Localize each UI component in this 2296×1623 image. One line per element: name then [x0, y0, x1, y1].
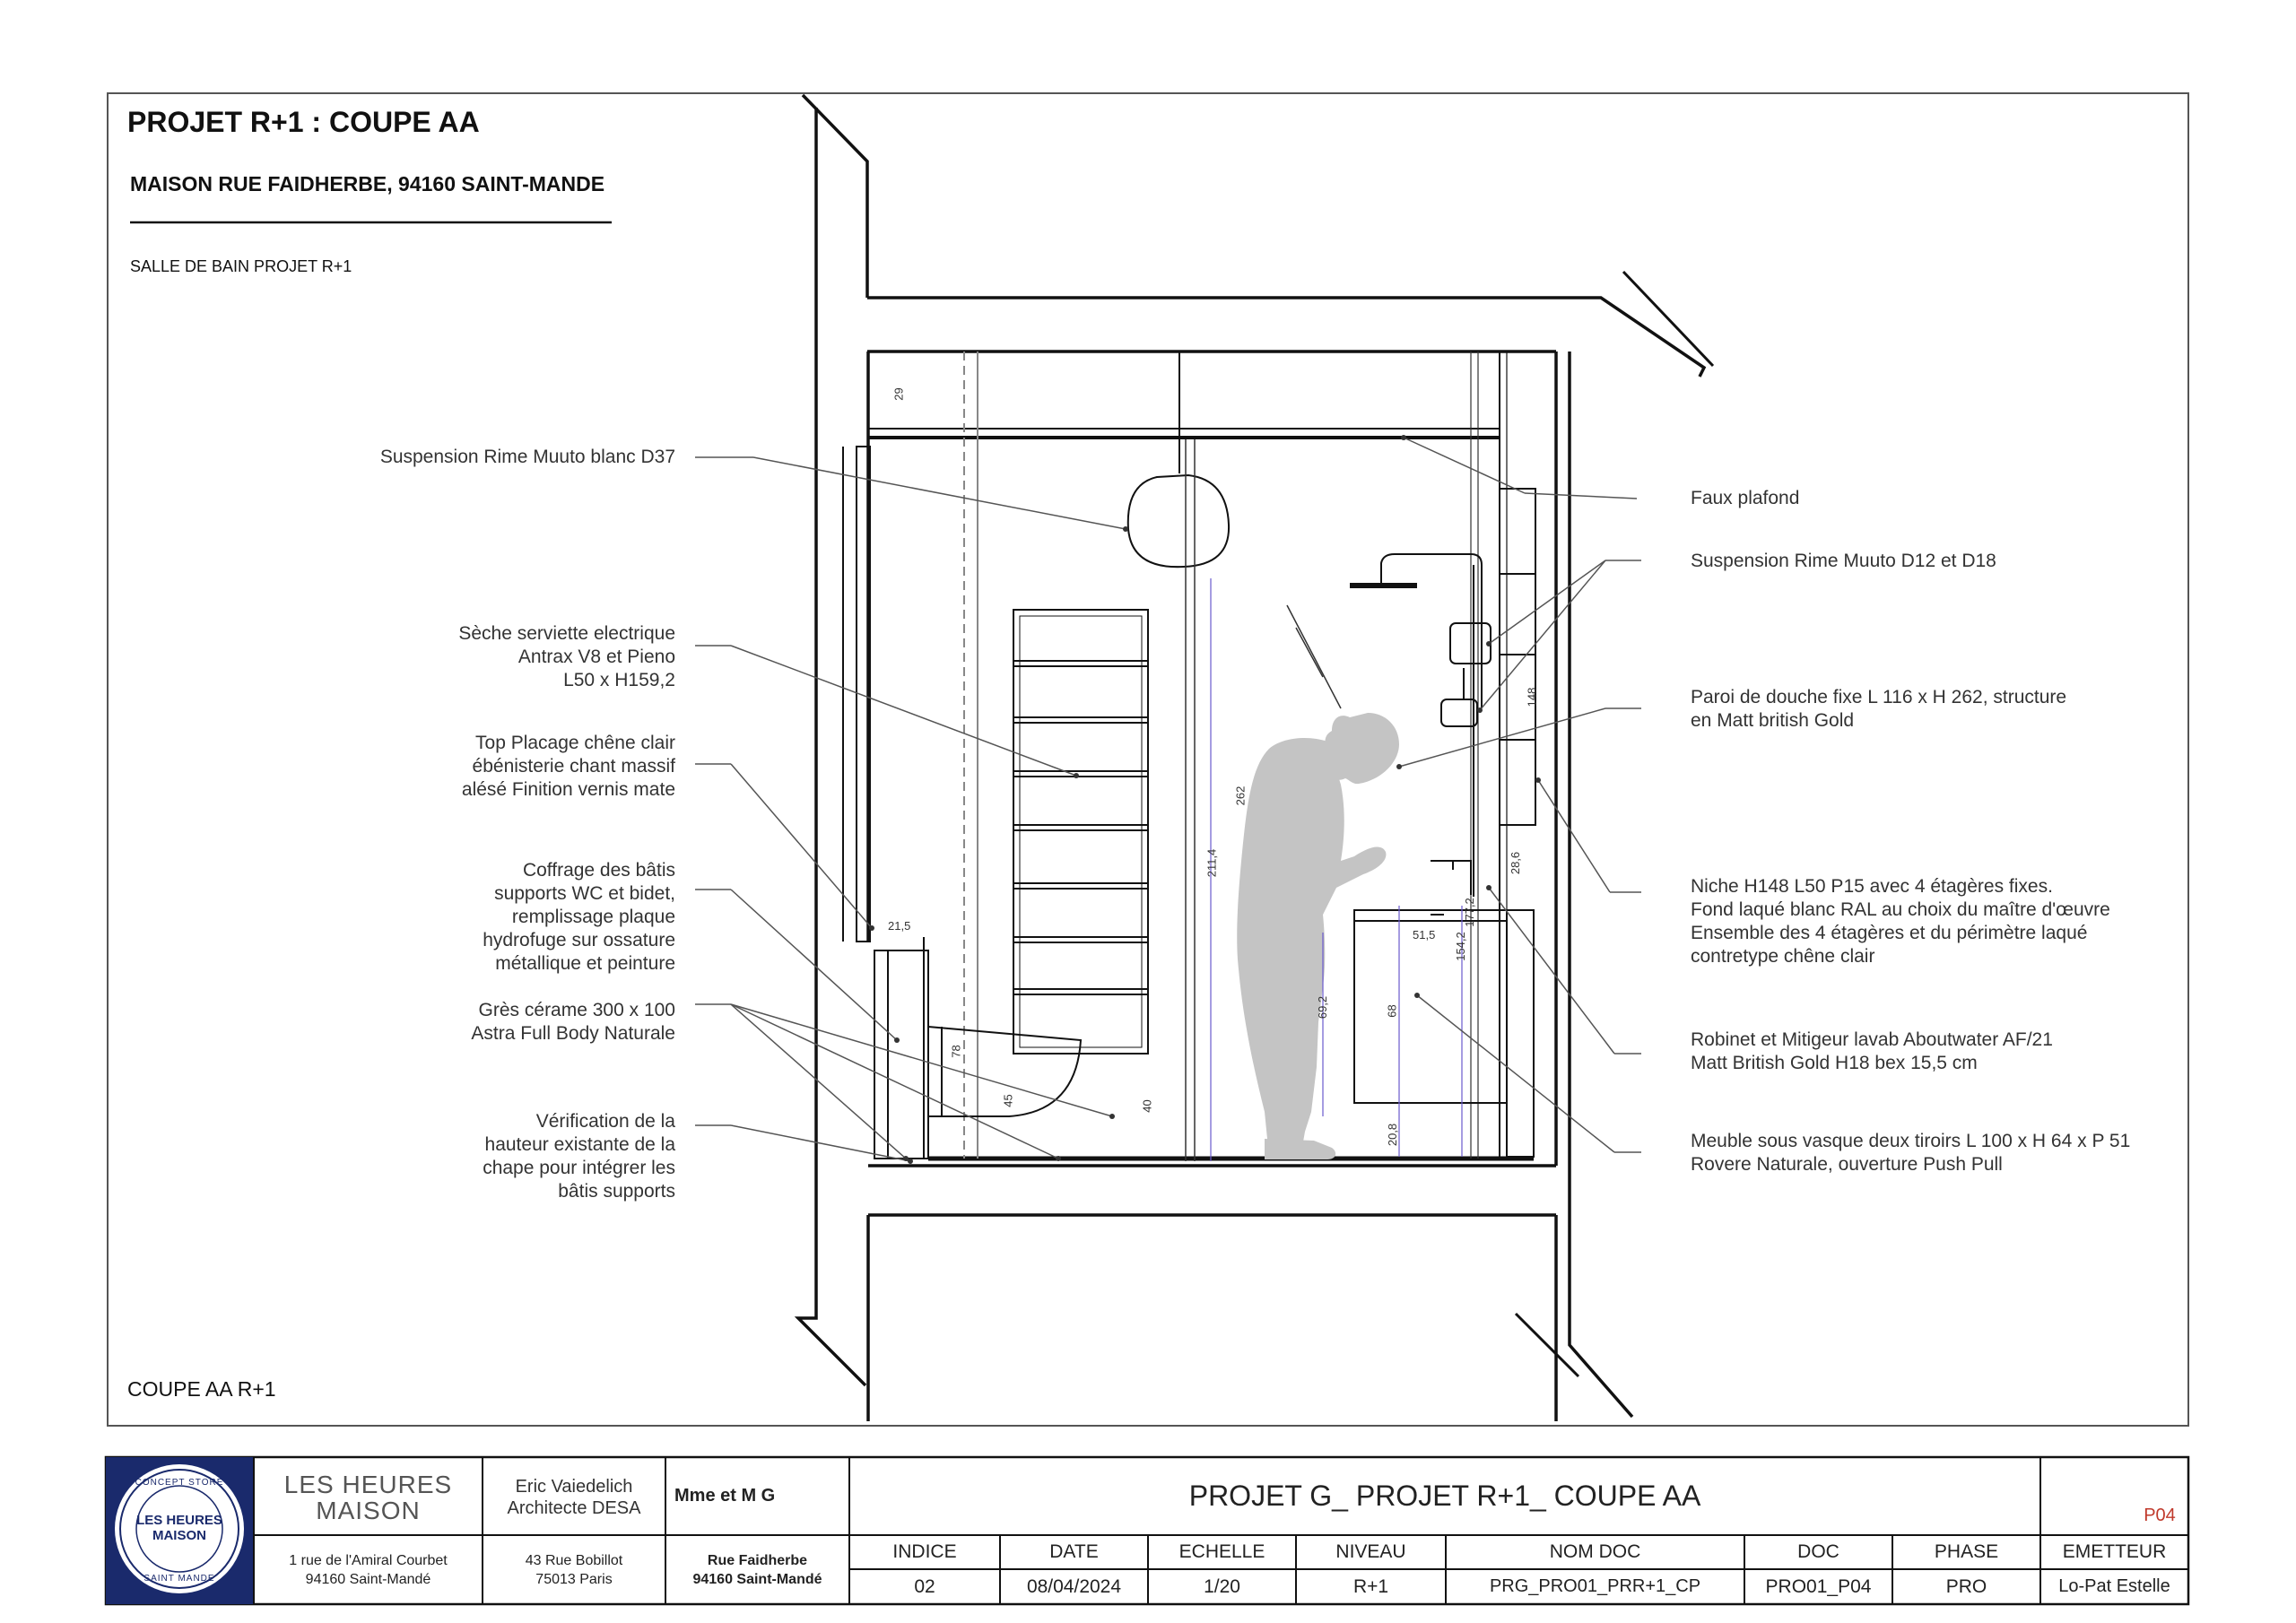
col-header-doc: DOC — [1797, 1541, 1839, 1562]
note-tiles: Grès cérame 300 x 100 Astra Full Body Naturale — [471, 1000, 675, 1044]
value-nom-doc: PRG_PRO01_PRR+1_CP — [1489, 1576, 1701, 1596]
dim-wc-height: 45 — [1001, 1094, 1015, 1107]
architect-address: 43 Rue Bobillot 75013 Paris — [525, 1552, 623, 1587]
dim-niche-offset: 28,6 — [1509, 851, 1523, 875]
dim-mirror-height: 154,2 — [1453, 932, 1467, 961]
note-towel-rail: Sèche serviette electrique Antrax V8 et Pieno L50 x H159,2 — [458, 623, 675, 690]
page-title: PROJET R+1 : COUPE AA — [127, 106, 480, 138]
note-vanity: Meuble sous vasque deux tiroirs L 100 x H 64 x P 51 Rovere Naturale, ouverture Push Pull — [1691, 1131, 2131, 1175]
col-header-phase: PHASE — [1934, 1541, 1999, 1562]
dim-top-depth: 21,5 — [888, 919, 911, 933]
note-pendant-d12-d18: Suspension Rime Muuto D12 et D18 — [1691, 551, 1996, 571]
dim-niche-height: 148 — [1525, 687, 1539, 707]
value-emetteur: Lo-Pat Estelle — [2058, 1576, 2170, 1596]
dim-rail-offset: 40 — [1140, 1099, 1154, 1113]
dim-plinth: 20,8 — [1386, 1123, 1400, 1147]
col-header-niveau: NIVEAU — [1335, 1541, 1406, 1562]
client-name: Mme et M G — [674, 1486, 776, 1506]
logo-ring-bottom: SAINT MANDE — [144, 1573, 215, 1584]
leader-arrowheads — [869, 435, 1541, 1164]
sheet-number: P04 — [2144, 1505, 2176, 1525]
col-header-date: DATE — [1049, 1541, 1099, 1562]
company-name: LES HEURES MAISON — [283, 1471, 453, 1524]
dim-pendant-height: 211,4 — [1205, 848, 1219, 878]
document-title: PROJET G_ PROJET R+1_ COUPE AA — [1188, 1480, 1701, 1512]
building-section-walls — [798, 95, 1713, 1421]
col-header-nom-doc: NOM DOC — [1549, 1541, 1641, 1562]
col-header-emetteur: EMETTEUR — [2062, 1541, 2167, 1562]
note-pendant-d37: Suspension Rime Muuto blanc D37 — [379, 447, 675, 467]
logo-ring-top: CONCEPT STORE — [135, 1477, 224, 1488]
note-oak-top: Top Placage chêne clair ébénisterie chant massif alésé Finition vernis mate — [461, 733, 675, 800]
window-recess — [843, 447, 870, 942]
col-header-echelle: ECHELLE — [1178, 1541, 1265, 1562]
person-silhouette — [1237, 713, 1399, 1159]
value-niveau: R+1 — [1352, 1575, 1389, 1597]
pendant-light-d37 — [1128, 352, 1229, 567]
note-wc-boxing: Coffrage des bâtis supports WC et bidet, remplissage plaque hydrofuge sur ossature métallique et peinture — [483, 860, 675, 974]
dim-tap-height: 177,2 — [1462, 898, 1476, 927]
dim-vanity-depth: 51,5 — [1413, 928, 1436, 942]
value-date: 08/04/2024 — [1026, 1575, 1122, 1597]
note-shower-screen: Paroi de douche fixe L 116 x H 262, structure en Matt british Gold — [1691, 687, 2067, 731]
room-label: SALLE DE BAIN PROJET R+1 — [130, 257, 352, 275]
dim-figure-height: 69,2 — [1316, 995, 1330, 1020]
note-tap: Robinet et Mitigeur lavab Aboutwater AF/21 Matt British Gold H18 bex 15,5 cm — [1691, 1029, 2053, 1073]
wc-boxing — [874, 352, 978, 1159]
architect-name: Eric Vaiedelich Architecte DESA — [507, 1477, 641, 1518]
logo-brand: LES HEURES MAISON — [136, 1513, 222, 1543]
note-false-ceiling: Faux plafond — [1691, 488, 1800, 508]
dim-ceiling-void: 29 — [891, 387, 906, 401]
figure-dim-lines — [1323, 906, 1462, 1157]
col-header-indice: INDICE — [892, 1541, 957, 1562]
note-screed-check: Vérification de la hauteur existante de la chape pour intégrer les bâtis supports — [483, 1111, 675, 1202]
dim-vanity-height: 68 — [1385, 1004, 1399, 1018]
note-niche: Niche H148 L50 P15 avec 4 étagères fixes. Fond laqué blanc RAL au choix du maître d'œuvre Ensemble des 4 étagères et du périmètre laqué contretype chêne clair — [1691, 876, 2110, 967]
company-address: 1 rue de l'Amiral Courbet 94160 Saint-Mandé — [289, 1552, 448, 1587]
value-indice: 02 — [914, 1575, 935, 1597]
client-address: Rue Faidherbe 94160 Saint-Mandé — [692, 1552, 822, 1587]
shower-niche — [1500, 489, 1535, 825]
dim-wc-frame: 78 — [949, 1045, 963, 1058]
project-address: MAISON RUE FAIDHERBE, 94160 SAINT-MANDE — [130, 172, 605, 195]
dim-screen-height: 262 — [1233, 785, 1248, 806]
glass-hatch — [1287, 605, 1341, 708]
view-label: COUPE AA R+1 — [127, 1377, 276, 1401]
value-phase: PRO — [1945, 1575, 1987, 1597]
towel-rail — [1013, 610, 1148, 1054]
value-echelle: 1/20 — [1204, 1575, 1240, 1597]
value-doc: PRO01_P04 — [1765, 1575, 1872, 1597]
